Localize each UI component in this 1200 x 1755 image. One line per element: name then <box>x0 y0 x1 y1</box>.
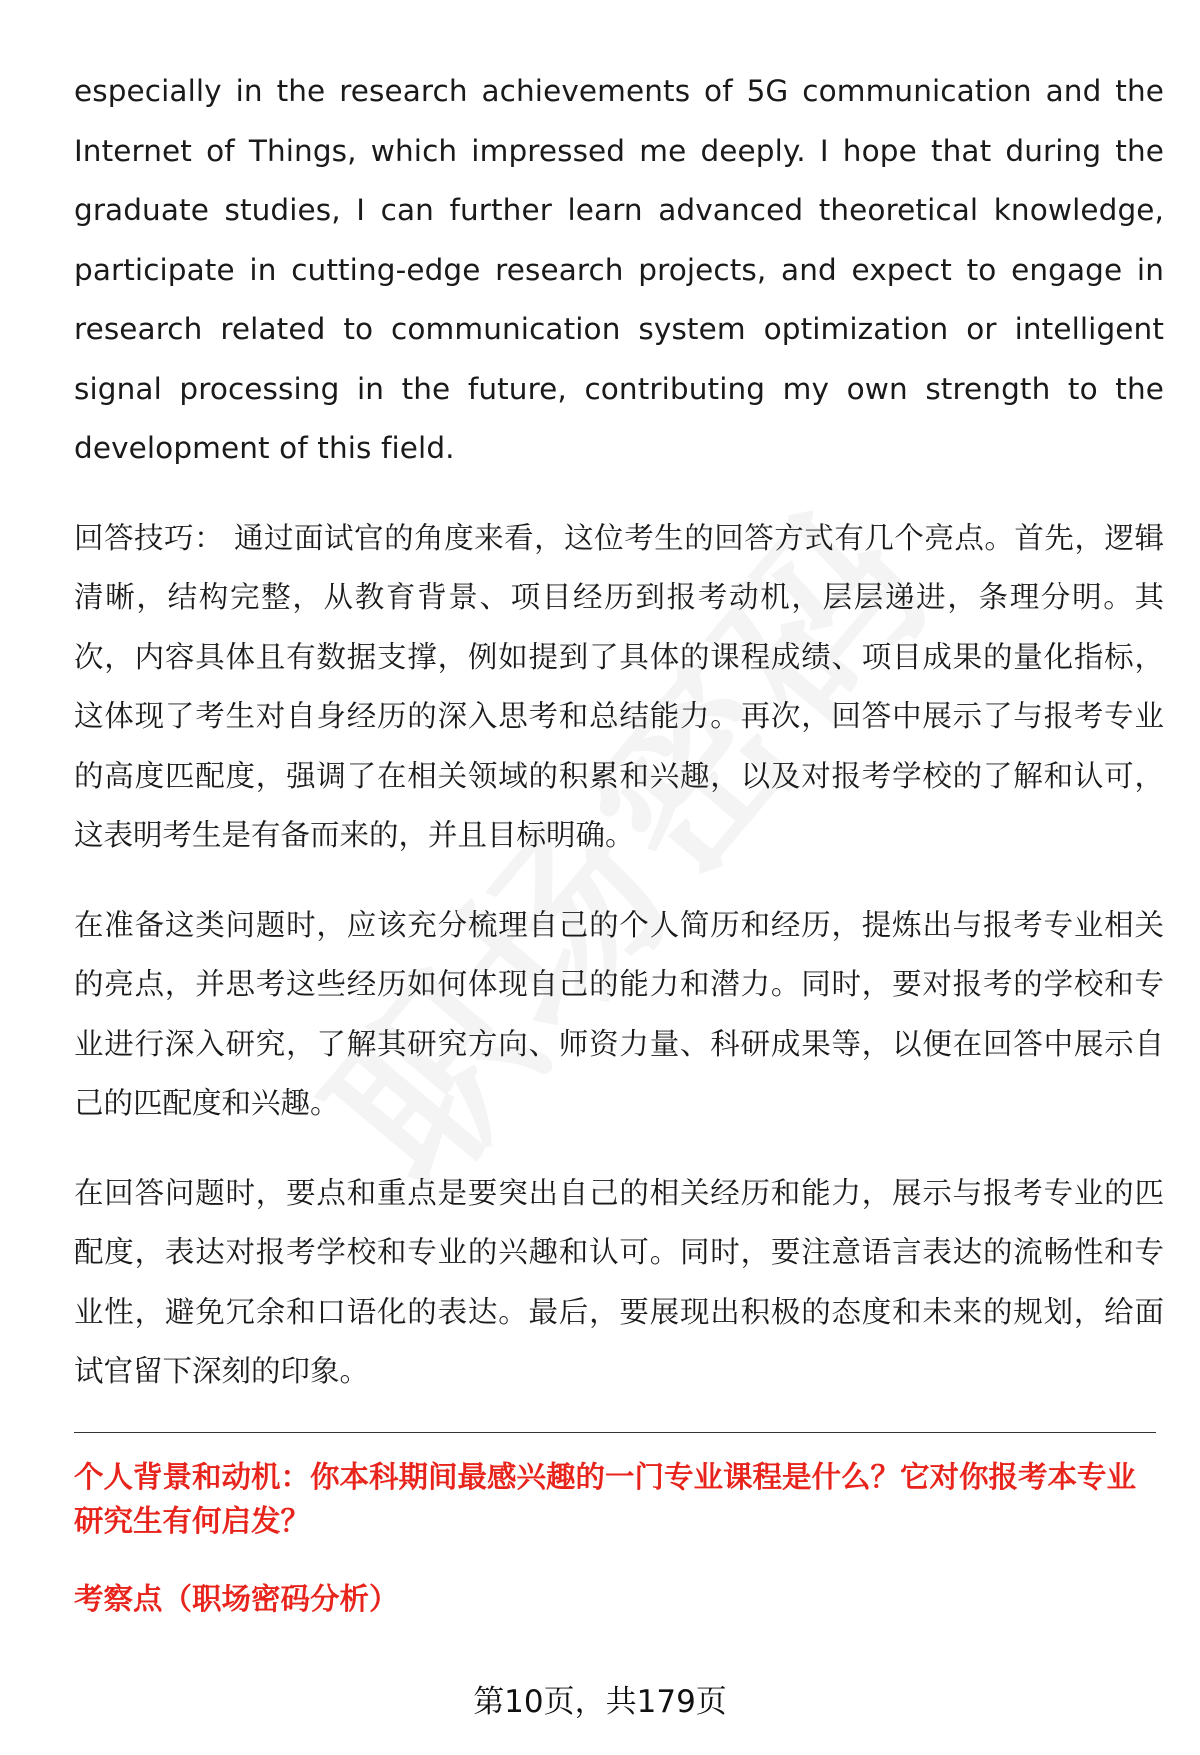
page-number-footer: 第10页，共179页 <box>473 1684 727 1720</box>
paragraph-preparation: 在准备这类问题时，应该充分梳理自己的个人简历和经历，提炼出与报考专业相关的亮点，并思考这些经历如何体现自己的能力和潜力。同时，要对报考的学校和专业进行深入研究，了解其研究方向、师资力量、科研成果等，以便在回答中展示自己的匹配度和兴趣。 <box>74 907 1164 1120</box>
paragraph-answer-focus: 在回答问题时，要点和重点是要突出自己的相关经历和能力，展示与报考专业的匹配度，表达对报考学校和专业的兴趣和认可。同时，要注意语言表达的流畅性和专业性，避免冗余和口语化的表达。最后，要展现出积极的态度和未来的规划，给面试官留下深刻的印象。 <box>74 1175 1164 1388</box>
question-heading: 个人背景和动机：你本科期间最感兴趣的一门专业课程是什么？它对你报考本专业研究生有何启发？ <box>74 1459 1137 1538</box>
paragraph-english-answer: especially in the research achievements of 5G communication and the Internet of Things, which impressed me deeply. I hope that during the graduate studies, I can further learn advanced theoretical knowledge, participate in cutting-edge research projects, and expect to engage in research related to communication system optimization or intelligent signal processing in the future, contributing my own strength to the development of this field. <box>74 74 1164 465</box>
analysis-subheading: 考察点（职场密码分析） <box>74 1581 399 1616</box>
paragraph-answer-tips: 回答技巧： 通过面试官的角度来看，这位考生的回答方式有几个亮点。首先，逻辑清晰，结构完整，从教育背景、项目经历到报考动机，层层递进，条理分明。其次，内容具体且有数据支撑，例如提到了具体的课程成绩、项目成果的量化指标，这体现了考生对自身经历的深入思考和总结能力。再次，回答中展示了与报考专业的高度匹配度，强调了在相关领域的积累和兴趣，以及对报考学校的了解和认可，这表明考生是有备而来的，并且目标明确。 <box>74 520 1164 852</box>
section-divider <box>74 1432 1156 1433</box>
document-body <box>74 62 1164 1621</box>
